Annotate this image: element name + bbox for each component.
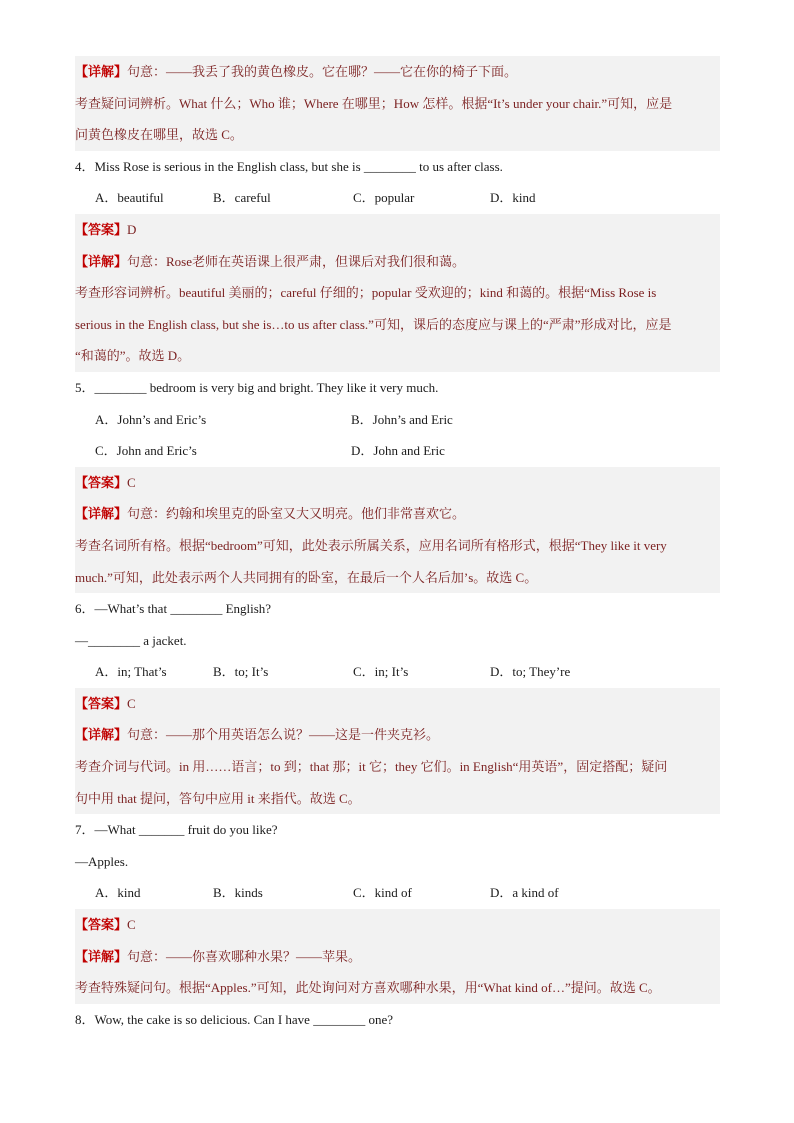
answer-tag: 【答案】 xyxy=(75,474,128,490)
question-text: 8．Wow, the cake is so delicious. Can I have ________ one? xyxy=(75,1011,393,1027)
explanation-text: 考查疑问词辨析。What 什么；Who 谁；Where 在哪里；How 怎样。根据“It’s under your chair.”可知，应是 xyxy=(75,95,673,111)
options-row xyxy=(75,877,720,909)
explanation-line xyxy=(75,277,720,309)
explanation-text: 考查介词与代词。in 用……语言；to 到；that 那；it 它；they 它们。in English“用英语”，固定搭配；疑问 xyxy=(75,759,668,775)
explanation-text: 句意：——你喜欢哪种水果？——苹果。 xyxy=(127,948,362,964)
explanation-tag: 【详解】 xyxy=(75,506,128,522)
question-text: 7．—What _______ fruit do you like? xyxy=(75,822,278,838)
option-text: A．kind xyxy=(95,885,141,901)
option-text: A．beautiful xyxy=(95,190,164,206)
option-text: B．careful xyxy=(213,190,271,206)
explanation-text: 句意：约翰和埃里克的卧室又大又明亮。他们非常喜欢它。 xyxy=(127,506,466,522)
explanation-text: 考查形容词辨析。beautiful 美丽的；careful 仔细的；popular 受欢迎的；kind 和蔼的。根据“Miss Rose is xyxy=(75,285,657,301)
explanation-line xyxy=(75,941,720,973)
explanation-line xyxy=(75,56,720,88)
question-text: 5．________ bedroom is very big and bright. They like it very much. xyxy=(75,379,439,395)
explanation-text: 考查特殊疑问句。根据“Apples.”可知，此处询问对方喜欢哪种水果，用“What kind of…”提问。故选 C。 xyxy=(75,980,661,996)
explanation-line xyxy=(75,562,720,594)
answer-text: C xyxy=(127,695,136,711)
explanation-text: 句意：——我丢了我的黄色橡皮。它在哪？——它在你的椅子下面。 xyxy=(127,64,518,79)
options-row xyxy=(75,404,720,436)
answer-tag: 【答案】 xyxy=(75,917,128,933)
question-text: —________ a jacket. xyxy=(75,632,187,648)
explanation-text: 句意：——那个用英语怎么说？——这是一件夹克衫。 xyxy=(127,727,440,743)
answer-line xyxy=(75,688,720,720)
explanation-line xyxy=(75,783,720,815)
question-text: 6．—What’s that ________ English? xyxy=(75,601,272,617)
explanation-text: 考查名词所有格。根据“bedroom”可知，此处表示所属关系，应用名词所有格形式，根据“They like it very xyxy=(75,537,667,553)
explanation-tag: 【详解】 xyxy=(75,253,128,269)
option-text: A．John’s and Eric’s xyxy=(95,411,207,427)
document-page xyxy=(75,56,720,1035)
explanation-text: 问黄色橡皮在哪里，故选 C。 xyxy=(75,127,243,143)
question-line xyxy=(75,372,720,404)
options-row xyxy=(75,656,720,688)
explanation-line xyxy=(75,309,720,341)
explanation-tag: 【详解】 xyxy=(75,948,128,964)
question-line xyxy=(75,151,720,183)
option-text: C．John and Eric’s xyxy=(95,443,197,459)
explanation-line xyxy=(75,88,720,120)
question-text: 4．Miss Rose is serious in the English class, but she is ________ to us after class. xyxy=(75,158,503,174)
question-line xyxy=(75,593,720,625)
explanation-text: 句中用 that 提问，答句中应用 it 来指代。故选 C。 xyxy=(75,790,361,806)
explanation-text: “和蔼的”。故选 D。 xyxy=(75,348,191,364)
answer-tag: 【答案】 xyxy=(75,695,128,711)
explanation-tag: 【详解】 xyxy=(75,727,128,743)
answer-text: D xyxy=(127,221,137,237)
option-text: D．John and Eric xyxy=(351,443,445,459)
answer-text: C xyxy=(127,917,136,933)
answer-tag: 【答案】 xyxy=(75,221,128,237)
option-text: B．kinds xyxy=(213,885,263,901)
answer-line xyxy=(75,467,720,499)
explanation-line xyxy=(75,119,720,151)
explanation-line xyxy=(75,751,720,783)
explanation-text: 句意：Rose老师在英语课上很严肃，但课后对我们很和蔼。 xyxy=(127,253,466,269)
option-text: C．popular xyxy=(353,190,415,206)
explanation-line xyxy=(75,972,720,1004)
option-text: D．kind xyxy=(490,190,536,206)
explanation-line xyxy=(75,498,720,530)
options-row xyxy=(75,435,720,467)
option-text: C．kind of xyxy=(353,885,412,901)
explanation-tag: 【详解】 xyxy=(75,64,128,79)
question-text: —Apples. xyxy=(75,853,129,869)
question-line xyxy=(75,846,720,878)
answer-line xyxy=(75,909,720,941)
explanation-line xyxy=(75,246,720,278)
explanation-text: serious in the English class, but she is…to us after class.”可知，课后的态度应与课上的“严肃”形成对比，应是 xyxy=(75,316,672,332)
question-line xyxy=(75,1004,720,1036)
option-text: D．a kind of xyxy=(490,885,559,901)
answer-line xyxy=(75,214,720,246)
explanation-text: much.”可知，此处表示两个人共同拥有的卧室，在最后一个人名后加’s。故选 C。 xyxy=(75,569,538,585)
option-text: C．in; It’s xyxy=(353,664,409,680)
explanation-line xyxy=(75,530,720,562)
question-line xyxy=(75,625,720,657)
explanation-line xyxy=(75,340,720,372)
option-text: B．John’s and Eric xyxy=(351,411,453,427)
question-line xyxy=(75,814,720,846)
explanation-line xyxy=(75,719,720,751)
options-row xyxy=(75,182,720,214)
answer-text: C xyxy=(127,474,136,490)
option-text: B．to; It’s xyxy=(213,664,269,680)
option-text: D．to; They’re xyxy=(490,664,571,680)
option-text: A．in; That’s xyxy=(95,664,167,680)
